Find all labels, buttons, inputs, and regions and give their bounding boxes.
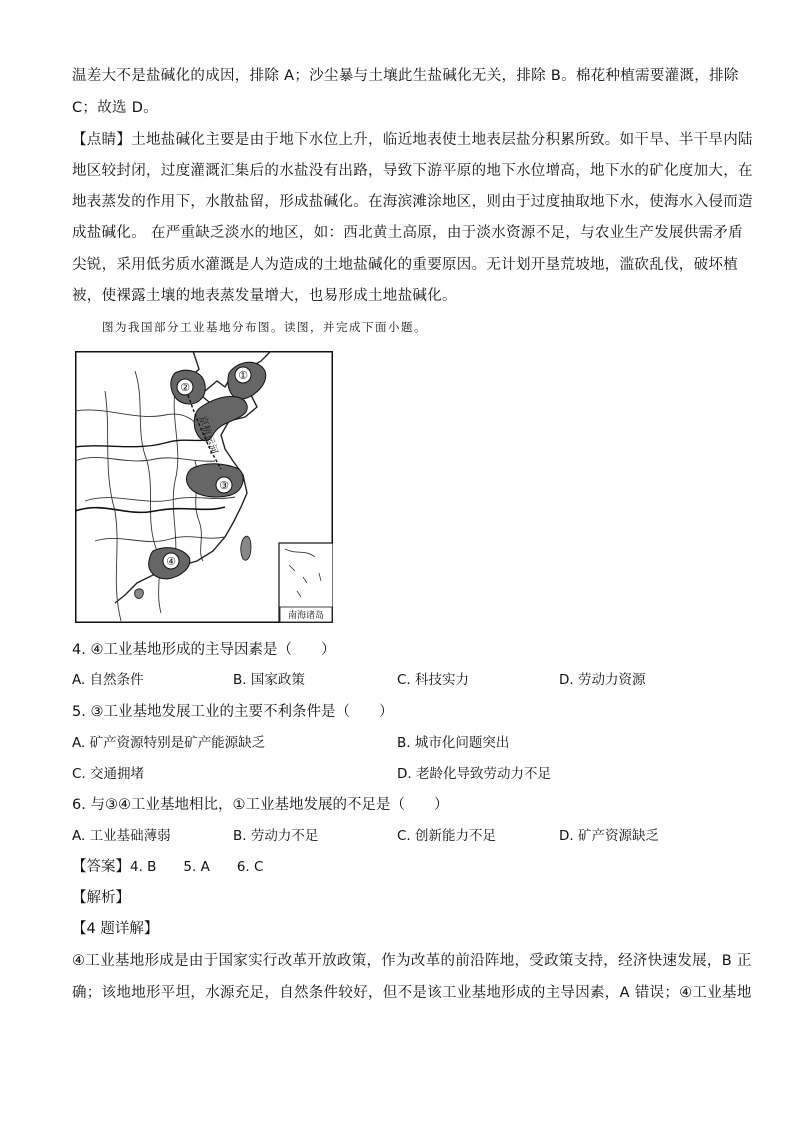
intro-line-2: C；故选 D。 — [72, 100, 158, 116]
q5-option-c: C. 交通拥堵 — [72, 766, 145, 782]
intro-line-1: 温差大不是盐碱化的成因，排除 A；沙尘暴与土壤此生盐碱化无关，排除 B。棉花种植需要灌溉，排除 — [72, 68, 739, 84]
point-line-6: 被，使裸露土壤的地表蒸发量增大，也易形成土地盐碱化。 — [72, 288, 457, 304]
answer-line — [72, 857, 263, 877]
inset-label: 南海诸岛 — [287, 611, 325, 621]
q4-option-a: A. 自然条件 — [72, 672, 144, 688]
point-line-3: 地表蒸发的作用下，水散盐留，形成盐碱化。在海滨滩涂地区，则由于过度抽取地下水，使海水入侵而造 — [72, 194, 753, 210]
q6-option-d: D. 矿产资源缺乏 — [559, 828, 659, 844]
point-line-4: 成盐碱化。 在严重缺乏淡水的地区，如：西北黄土高原，由于淡水资源不足，与农业生产发展供需矛盾 — [72, 225, 743, 241]
answer-text: 4. B 5. A 6. C — [130, 859, 264, 875]
q6-option-a: A. 工业基础薄弱 — [72, 828, 171, 844]
q6-option-c: C. 创新能力不足 — [397, 828, 497, 844]
q6-stem: 6. 与③④工业基地相比，①工业基地发展的不足是（ ） — [72, 797, 449, 813]
map-label-3: ③ — [219, 479, 229, 492]
q4-option-b: B. 国家政策 — [233, 672, 305, 688]
analysis-label: 【解析】 — [72, 890, 130, 906]
point-line-5: 尖锐，采用低劣质水灌溉是人为造成的土地盐碱化的重要原因。无计划开垦荒坡地，滥砍乱伐，破坏植 — [72, 257, 738, 273]
q4-option-c: C. 科技实力 — [397, 672, 470, 688]
point-line-2: 地区较封闭，过度灌溉汇集后的水盐没有出路，导致下游平原的地下水位增高，地下水的矿化度加大，在 — [72, 163, 753, 179]
point-label: 【点睛】 — [72, 132, 132, 148]
point-line-1 — [72, 130, 753, 150]
figure-caption: 图为我国部分工业基地分布图。读图，并完成下面小题。 — [102, 320, 427, 334]
q5-stem: 5. ③工业基地发展工业的主要不利条件是（ ） — [72, 704, 394, 720]
answer-label: 【答案】 — [72, 859, 130, 875]
detail-label: 【4 题详解】 — [72, 921, 159, 937]
q5-option-a: A. 矿产资源特别是矿产能源缺乏 — [72, 735, 266, 751]
q4-stem: 4. ④工业基地形成的主导因素是（ ） — [72, 642, 336, 658]
map-label-1: ① — [238, 369, 248, 382]
q5-option-d: D. 老龄化导致劳动力不足 — [397, 766, 551, 782]
q6-option-b: B. 劳动力不足 — [233, 828, 319, 844]
map-label-4: ④ — [166, 555, 176, 568]
q5-option-b: B. 城市化问题突出 — [397, 735, 510, 751]
canal-label: 京杭运河 — [196, 414, 219, 456]
industrial-base-map — [75, 351, 333, 623]
q4-option-d: D. 劳动力资源 — [559, 672, 646, 688]
point-text-1: 土地盐碱化主要是由于地下水位上升，临近地表使土地表层盐分积累所致。如干旱、半干旱内陆 — [131, 132, 753, 148]
map-label-2: ② — [180, 381, 190, 394]
detail-line-1: ④工业基地形成是由于国家实行改革开放政策，作为改革的前沿阵地，受政策支持，经济快速发展，B 正 — [72, 953, 752, 969]
detail-line-2: 确；该地地形平坦，水源充足，自然条件较好，但不是该工业基地形成的主导因素，A 错误；④工业基地 — [72, 985, 752, 1001]
